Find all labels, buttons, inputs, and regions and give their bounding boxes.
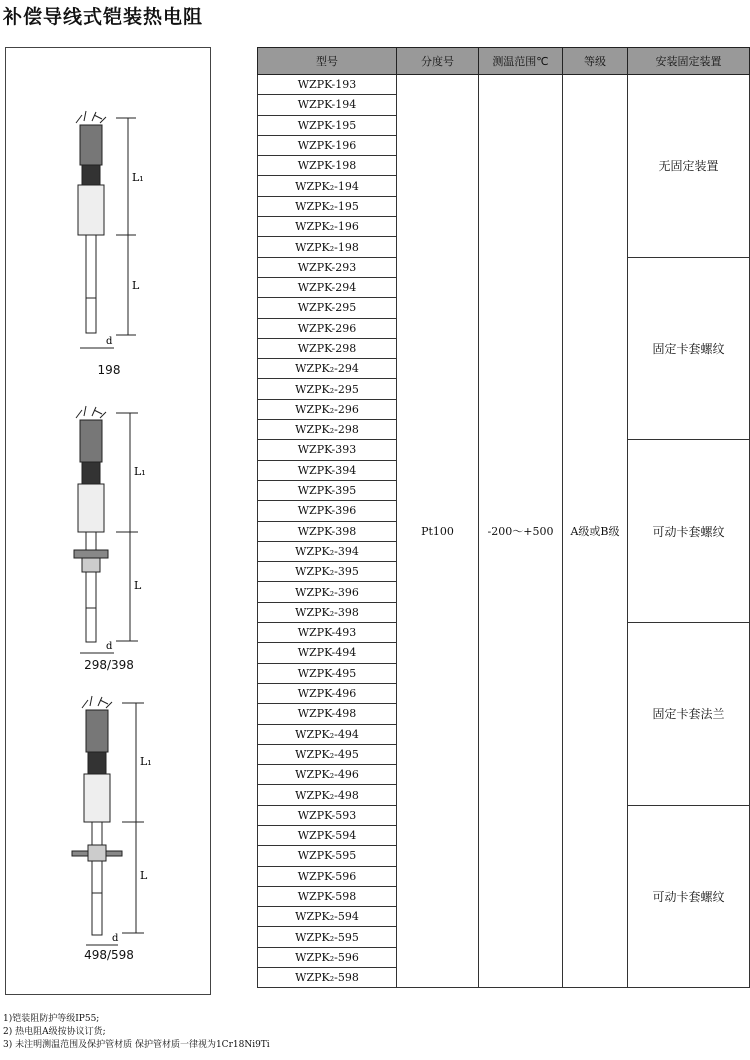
mount-cell: 可动卡套螺纹 (628, 805, 750, 988)
dim-label: L (134, 579, 142, 592)
header-range: 测温范围℃ (479, 48, 563, 75)
model-cell: WZPK-396 (258, 501, 397, 521)
model-cell: WZPK₂-398 (258, 602, 397, 622)
model-cell: WZPK₂-194 (258, 176, 397, 196)
dim-label: L (140, 869, 148, 882)
probe-label: 198 (97, 363, 121, 377)
spec-table (257, 47, 750, 988)
model-cell: WZPK-194 (258, 95, 397, 115)
table-header-row (258, 48, 750, 75)
model-cell: WZPK₂-594 (258, 907, 397, 927)
probe-diagram-298-398 (6, 403, 212, 683)
model-cell: WZPK-195 (258, 115, 397, 135)
model-cell: WZPK₂-596 (258, 947, 397, 967)
model-cell: WZPK₂-495 (258, 744, 397, 764)
model-cell: WZPK-495 (258, 663, 397, 683)
range-cell: -200～+500 (479, 75, 563, 988)
model-cell: WZPK₂-198 (258, 237, 397, 257)
model-cell: WZPK₂-496 (258, 765, 397, 785)
model-cell: WZPK-295 (258, 298, 397, 318)
probe-diagram-198 (6, 103, 212, 393)
header-model: 型号 (258, 48, 397, 75)
model-cell: WZPK₂-396 (258, 582, 397, 602)
mount-cell: 可动卡套螺纹 (628, 440, 750, 623)
dim-label: L₁ (134, 465, 146, 478)
model-cell: WZPK-398 (258, 521, 397, 541)
dim-label: d (106, 336, 113, 347)
model-cell: WZPK₂-196 (258, 217, 397, 237)
probe-498-drawing (6, 693, 212, 953)
model-cell: WZPK-595 (258, 846, 397, 866)
model-cell: WZPK-496 (258, 683, 397, 703)
header-grade: 等级 (563, 48, 628, 75)
model-cell: WZPK-594 (258, 825, 397, 845)
diagram-panel (5, 47, 211, 995)
table-row (258, 75, 750, 95)
model-cell: WZPK₂-598 (258, 968, 397, 988)
model-cell: WZPK-494 (258, 643, 397, 663)
model-cell: WZPK₂-296 (258, 399, 397, 419)
footnote: 3) 未注明测温范围及保护管材质 保护管材质一律视为1Cr18Ni9Ti (3, 1040, 270, 1050)
model-cell: WZPK-196 (258, 135, 397, 155)
model-cell: WZPK-598 (258, 886, 397, 906)
footnote: 2) 热电阻A级按协议订货; (3, 1027, 106, 1037)
mount-cell: 固定卡套螺纹 (628, 257, 750, 440)
probe-198-drawing (6, 103, 212, 383)
model-cell: WZPK-394 (258, 460, 397, 480)
model-cell: WZPK-596 (258, 866, 397, 886)
dim-label: d (112, 933, 119, 944)
probe-label: 498/598 (84, 948, 134, 962)
model-cell: WZPK₂-195 (258, 196, 397, 216)
model-cell: WZPK₂-294 (258, 359, 397, 379)
probe-298-drawing (6, 403, 212, 663)
model-cell: WZPK₂-498 (258, 785, 397, 805)
model-cell: WZPK-198 (258, 156, 397, 176)
mount-cell: 固定卡套法兰 (628, 623, 750, 806)
header-mount: 安装固定装置 (628, 48, 750, 75)
dim-label: L₁ (140, 755, 152, 768)
model-cell: WZPK₂-395 (258, 562, 397, 582)
header-graduation: 分度号 (397, 48, 479, 75)
model-cell: WZPK₂-394 (258, 541, 397, 561)
dim-label: d (106, 641, 113, 652)
model-cell: WZPK-498 (258, 704, 397, 724)
dim-label: L (132, 279, 140, 292)
page-title: 补偿导线式铠装热电阻 (3, 6, 204, 28)
model-cell: WZPK₂-595 (258, 927, 397, 947)
spec-table-body (258, 75, 750, 988)
model-cell: WZPK-296 (258, 318, 397, 338)
model-cell: WZPK-493 (258, 623, 397, 643)
graduation-cell: Pt100 (397, 75, 479, 988)
model-cell: WZPK-294 (258, 277, 397, 297)
model-cell: WZPK-298 (258, 338, 397, 358)
model-cell: WZPK-395 (258, 480, 397, 500)
model-cell: WZPK-593 (258, 805, 397, 825)
model-cell: WZPK₂-298 (258, 420, 397, 440)
model-cell: WZPK-393 (258, 440, 397, 460)
grade-cell: A级或B级 (563, 75, 628, 988)
model-cell: WZPK₂-494 (258, 724, 397, 744)
probe-diagram-498-598 (6, 693, 212, 983)
footnotes (3, 1013, 270, 1052)
dim-label: L₁ (132, 171, 144, 184)
model-cell: WZPK-193 (258, 75, 397, 95)
model-cell: WZPK-293 (258, 257, 397, 277)
footnote: 1)铠装阻防护等级IP55; (3, 1014, 100, 1024)
model-cell: WZPK₂-295 (258, 379, 397, 399)
mount-cell: 无固定装置 (628, 75, 750, 258)
probe-label: 298/398 (84, 658, 134, 672)
